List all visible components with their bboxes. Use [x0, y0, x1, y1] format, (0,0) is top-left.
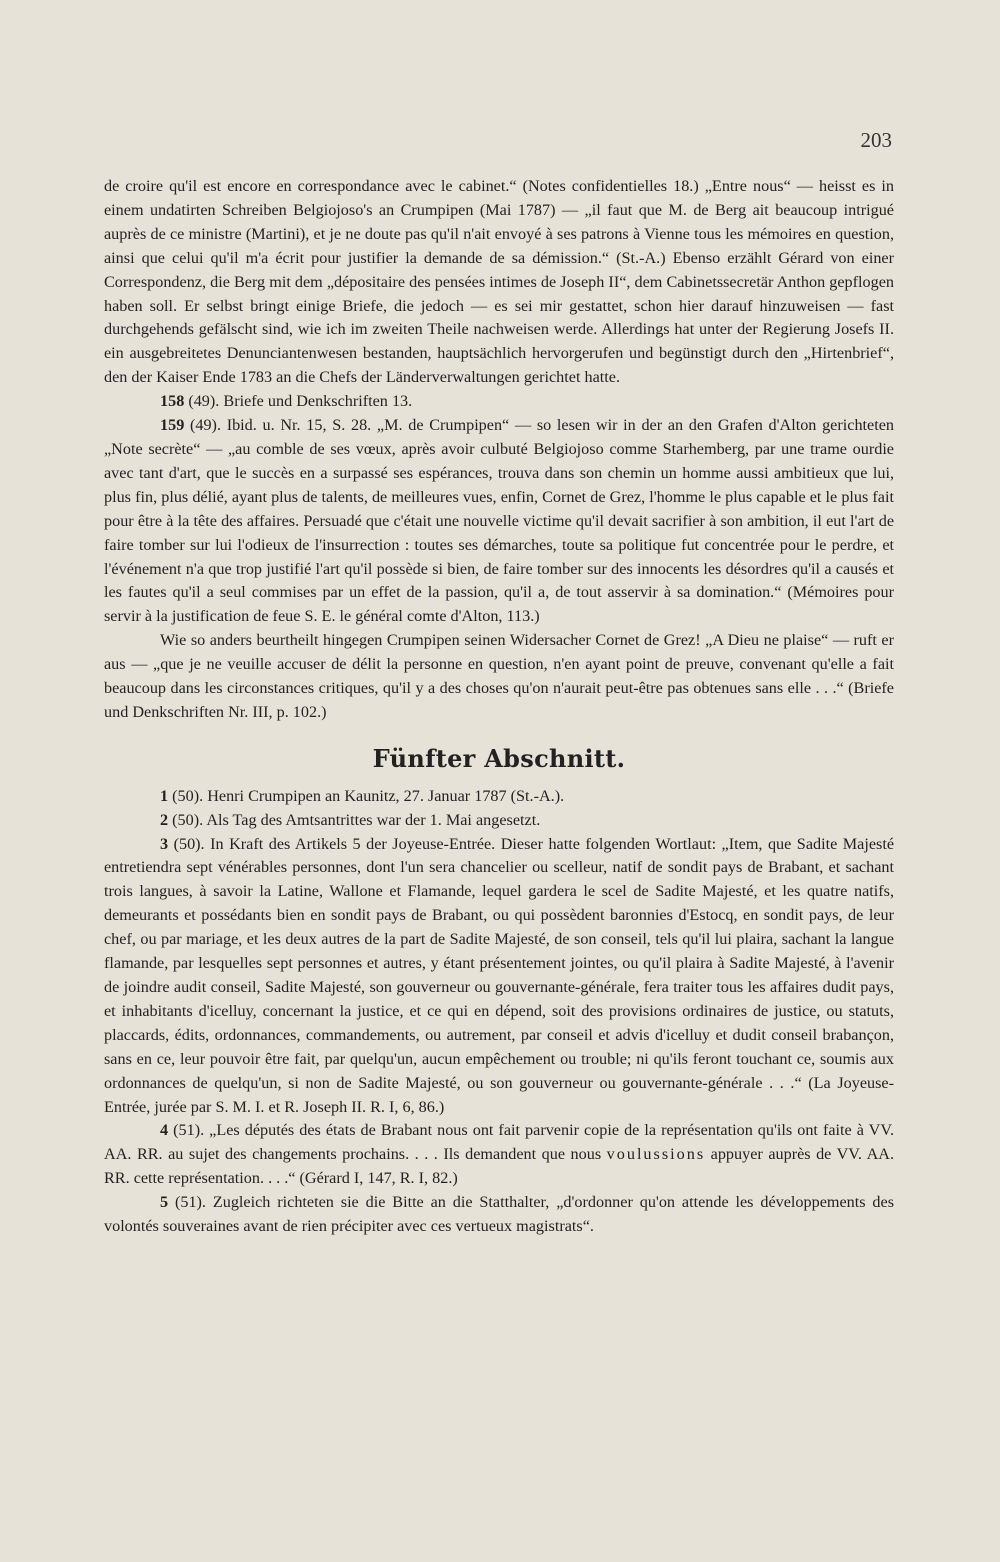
footnote-1 — [104, 785, 894, 809]
footnote-text: Als Tag des Amtsantrittes war der 1. Mai angesetzt. — [206, 810, 541, 829]
paragraph-wie: Wie so anders beurtheilt hingegen Crumpipen seinen Widersacher Cornet de Grez! „A Dieu ne plaise“ — ruft er aus — „que je ne veuille accuser de délit la personne en question, n'en ayant point de preuve, convenant qu'elle a fait beaucoup dans les circonstances critiques, qu'il y a des choses qu'on n'aurait peut-être pas obtenues sans elle . . .“ (Briefe und Denkschriften Nr. III, p. 102.) — [104, 631, 894, 721]
footnote-ref: (50). — [173, 834, 205, 853]
footnote-ref: (50). — [172, 786, 204, 805]
footnote-ref: (51). — [174, 1193, 206, 1212]
footnote-ref: (51). — [173, 1121, 205, 1140]
footnote-3 — [104, 833, 894, 1120]
footnote-ref: (49). — [188, 392, 220, 411]
footnote-ref: (49). — [189, 416, 221, 435]
footnote-number: 5 — [160, 1193, 169, 1212]
footnote-number: 159 — [160, 416, 185, 435]
footnote-text: In Kraft des Artikels 5 der Joyeuse-Entrée. Dieser hatte folgenden Wortlaut: „Item, que Sadite Majesté entretiendra sept vénérables personnes, dont l'un sera chancelier ou scelleur, natif de sondit pays de Brabant, et sachant trois langues, à savoir la Latine, Wallone et Flamande, lequel gardera le scel de Sadite Majesté, et les quatre natifs, demeurants et possédants bien en sondit pays de Brabant, ou qui possèdent baronnies d'Estocq, en sondit pays, de leur chef, ou par mariage, et les deux autres de la part de Sadite Majesté, de son conseil, tels qu'il lui plaira, sachant la langue flamande, par lesquelles sept personnes et autres, y étant présentement jointes, ou qu'il plaira à Sadite Majesté, à l'avenir de joindre audit conseil, Sadite Majesté, son gouverneur ou gouvernante-générale, fera traiter tous les affaires dudit pays, et inhabitants d'icelluy, concernant la justice, et ce qui en dépend, soit des provisions ordinaires de justice, ou statuts, placcards, édits, ordonnances, commandements, ou autrement, par conseil et advis d'icelluy et dudit conseil brabançon, sans en ce, leur pouvoir être fait, par quelqu'un, aucun empêchement ou trouble; ni qu'ils feront touchant ce, soumis aux ordonnances de quelqu'un, si non de Sadite Majesté, ou son gouverneur ou gouvernante-générale . . .“ (La Joyeuse-Entrée, jurée par S. M. I. et R. Joseph II. R. I, 6, 86.) — [104, 834, 895, 1116]
page-content — [104, 175, 894, 1239]
section-heading: Fünfter Abschnitt. — [372, 743, 626, 773]
footnote-text: Zugleich richteten sie die Bitte an die Statthalter, „d'ordonner qu'on attende les développements des volontés souveraines avant de rien précipiter avec ces vertueux magistrats“. — [104, 1193, 894, 1236]
footnote-text: Briefe und Denkschriften 13. — [223, 392, 413, 411]
footnote-ref: (50). — [172, 810, 204, 829]
footnote-text-b: appuyer auprès de VV. AA. RR. cette représentation. . . .“ (Gérard I, 147, R. I, 82.) — [104, 1145, 895, 1188]
footnote-number: 3 — [160, 834, 169, 853]
footnote-text: Ibid. u. Nr. 15, S. 28. „M. de Crumpipen“ — so lesen wir in der an den Grafen d'Alton gerichteten „Note secrète“ — „au comble de ses vœux, après avoir culbuté Belgiojoso comme Starhemberg, par une trame ourdie avec tant d'art, que le succès en a surpassé ses espérances, trouva dans son chemin un homme aussi ambitieux que lui, plus fin, plus délié, ayant plus de talents, de meilleures vues, enfin, Cornet de Grez, l'homme le plus capable et le plus fait pour être à la tête des affaires. Persuadé que c'était une nouvelle victime qu'il devait sacrifier à son ambition, il eut l'art de faire tomber sur lui l'odieux de l'insurrection : toutes ses démarches, toute sa politique fut concentrée pour le perdre, et l'événement n'a que trop justifié l'art qu'il possède si bien, de faire tomber sur des innocents les désordres qu'il a causés et les fautes qu'il a seul commises par un effet de la passion, qu'il a, de tout asservir à sa domination.“ (Mémoires pour servir à la justification de feue S. E. le général comte d'Alton, 113.) — [104, 416, 894, 626]
footnote-text-a: „Les députés des états de Brabant nous ont fait parvenir copie de la représentation qu'ils ont faite à VV. AA. RR. au sujet des changements prochains. . . . Ils demandent que nous — [104, 1121, 894, 1164]
footnote-4 — [104, 1119, 894, 1191]
paragraph-continuation: de croire qu'il est encore en correspondance avec le cabinet.“ (Notes confidentielles 18.) „Entre nous“ — heisst es in einem undatirten Schreiben Belgiojoso's an Crumpipen (Mai 1787) — „il faut que M. de Berg ait beaucoup intrigué auprès de ce ministre (Martini), et je ne doute pas qu'il n'ait envoyé à ses patrons à Vienne tous les mémoires en question, ainsi que celui qu'il m'a écrit pour justifier la demande de sa démission.“ (St.-A.) Ebenso erzählt Gérard von einer Correspondenz, die Berg mit dem „dépositaire des pensées intimes de Joseph II“, dem Cabinetssecretär Anthon gepflogen haben soll. Er selbst bringt einige Briefe, die jedoch — es sei mir gestattet, schon hier darauf hinzuweisen — fast durchgehends gefälscht sind, wie ich im zweiten Theile nachweisen werde. Allerdings hat unter der Regierung Josefs II. ein ausgebreitetes Denunciantenwesen bestanden, hauptsächlich hervorgerufen und begünstigt durch den „Hirtenbrief“, den der Kaiser Ende 1783 an die Chefs der Länderverwaltungen gerichtet hatte. — [104, 177, 894, 387]
footnote-number: 158 — [160, 392, 185, 411]
footnote-158 — [104, 390, 894, 414]
footnote-5 — [104, 1191, 894, 1239]
footnote-number: 2 — [160, 810, 169, 829]
footnote-text-spaced: voulussions — [606, 1145, 706, 1164]
footnote-2 — [104, 809, 894, 833]
page-number: 203 — [860, 128, 892, 152]
footnote-159 — [104, 414, 894, 629]
footnote-number: 4 — [160, 1121, 169, 1140]
footnote-text: Henri Crumpipen an Kaunitz, 27. Januar 1787 (St.-A.). — [207, 786, 565, 805]
footnote-number: 1 — [160, 786, 169, 805]
